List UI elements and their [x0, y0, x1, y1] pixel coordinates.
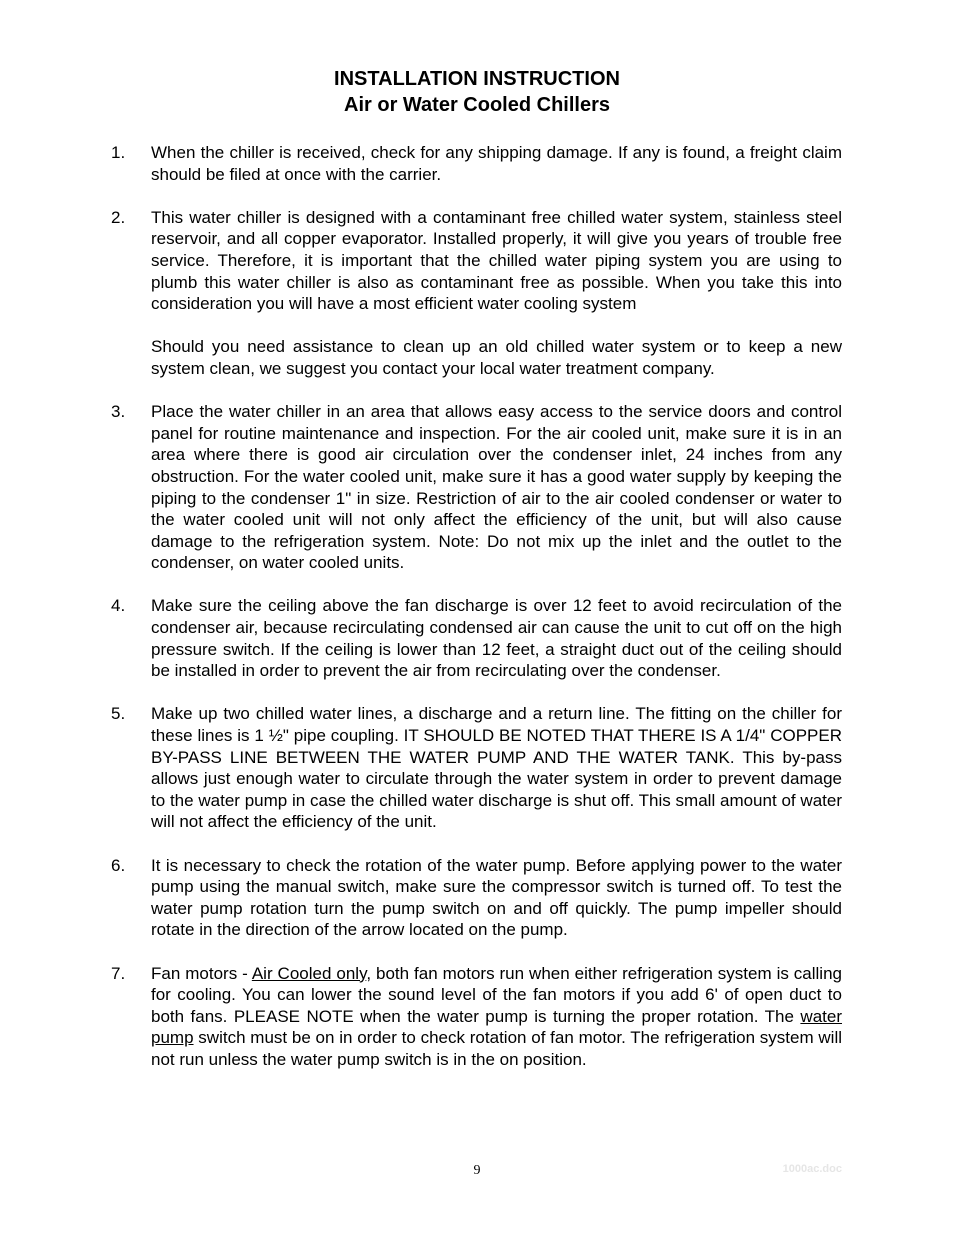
item-number: 6.: [111, 855, 126, 875]
underlined-text-water-pump: water pump: [151, 1006, 842, 1048]
item-paragraph: Place the water chiller in an area that allows easy access to the service doors and control panel for routine maintenance and inspection. For the air cooled unit, make sure it is in an area where there is good air circulation over the condenser inlet, 24 inches from any obstruction. For the water cooled unit, make sure it has a good water supply by keeping the piping to the condenser 1" in size. Restriction of air to the air cooled condenser or water to the water cooled unit will not only affect the efficiency of the unit, but will also cause damage to the refrigeration system. Note: Do not mix up the inlet and the outlet to the condenser, on water cooled units.: [151, 402, 842, 573]
item-number: 2.: [111, 207, 126, 227]
title-line-1: INSTALLATION INSTRUCTION: [334, 68, 620, 90]
item-paragraph: [151, 963, 842, 1071]
text-segment: , both fan motors run when either refrigeration system is calling for cooling. You can lower the sound level of the fan motors if you add 6' of open duct to both fans. PLEASE NOTE when the water pump is turning the proper rotation. The: [151, 963, 842, 1026]
list-item: [111, 963, 842, 1071]
item-number: 3.: [111, 402, 126, 422]
text-segment: Fan motors -: [151, 963, 252, 983]
item-number: 5.: [111, 704, 126, 724]
list-item: [111, 142, 842, 185]
item-number: 7.: [111, 963, 126, 983]
item-paragraph: It is necessary to check the rotation of the water pump. Before applying power to the water pump using the manual switch, make sure the compressor switch is turned off. To test the water pump rotation turn the pump switch on and off quickly. The pump impeller should rotate in the direction of the arrow located on the pump.: [151, 855, 842, 940]
item-number: 1.: [111, 143, 126, 162]
document-filename: 1000ac.doc: [782, 1163, 842, 1175]
item-paragraph: This water chiller is designed with a contaminant free chilled water system, stainless steel reservoir, and all copper evaporator. Installed properly, it will give you years of trouble free service. Therefore, it is important that the chilled water piping system you are using to plumb this water chiller is also as contaminant free as possible. When you take this into consideration you will have a most efficient water cooling system: [151, 207, 842, 314]
item-number: 4.: [111, 596, 126, 616]
page-number: 9: [473, 1163, 481, 1178]
list-item: [111, 207, 842, 380]
list-item: [111, 703, 842, 833]
title-line-2: Air or Water Cooled Chillers: [344, 94, 610, 116]
item-paragraph: Should you need assistance to clean up an old chilled water system or to keep a new system clean, we suggest you contact your local water treatment company.: [151, 337, 842, 378]
page-title: [0, 66, 954, 118]
text-segment: switch must be on in order to check rotation of fan motor. The refrigeration system will not run unless the water pump switch is in the on position.: [151, 1028, 842, 1069]
list-item: [111, 595, 842, 681]
instruction-list: [111, 142, 842, 1071]
item-paragraph: Make up two chilled water lines, a discharge and a return line. The fitting on the chiller for these lines is 1 ½" pipe coupling. IT SHOULD BE NOTED THAT THERE IS A 1/4" COPPER BY-PASS LINE BETWEEN THE WATER PUMP AND THE WATER TANK. This by-pass allows just enough water to circulate through the water system in order to prevent damage to the water pump in case the chilled water discharge is shut off. This small amount of water will not affect the efficiency of the unit.: [151, 704, 842, 832]
list-item: [111, 855, 842, 941]
item-paragraph: Make sure the ceiling above the fan discharge is over 12 feet to avoid recirculation of the condenser air, because recirculating condensed air can cause the unit to cut off on the high pressure switch. If the ceiling is lower than 12 feet, a straight duct out of the ceiling should be installed in order to prevent the air from recirculating over the condenser.: [151, 596, 842, 681]
item-paragraph: When the chiller is received, check for any shipping damage. If any is found, a freight claim should be filed at once with the carrier.: [151, 143, 842, 184]
list-item: [111, 401, 842, 574]
underlined-text-air-cooled-only: Air Cooled only: [251, 963, 367, 983]
